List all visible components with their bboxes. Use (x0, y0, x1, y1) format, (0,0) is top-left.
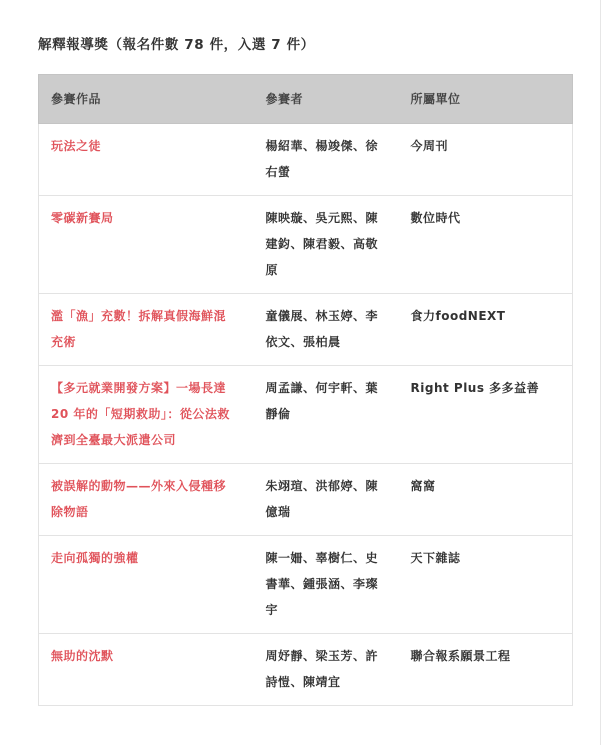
work-title: 被誤解的動物——外來入侵種移除物語 (39, 464, 254, 536)
table-header (39, 75, 573, 124)
work-title: 【多元就業開發方案】一場長達 20 年的「短期救助」：從公法救濟到全臺最大派遣公司 (39, 366, 254, 464)
table-row (39, 196, 573, 294)
participants: 陳映璇、吳元熙、陳建鈞、陳君毅、高敬原 (254, 196, 399, 294)
section-heading: 解釋報導獎（報名件數 78 件，入選 7 件） (38, 37, 315, 53)
work-title: 零碳新賽局 (39, 196, 254, 294)
participants: 楊紹華、楊竣傑、徐右螢 (254, 124, 399, 196)
participants: 陳一姍、辜樹仁、史書華、鍾張涵、李璨宇 (254, 536, 399, 634)
work-title: 濫「漁」充數！拆解真假海鮮混充術 (39, 294, 254, 366)
table-row (39, 464, 573, 536)
work-title: 玩法之徒 (39, 124, 254, 196)
table-body (39, 124, 573, 706)
table-row (39, 124, 573, 196)
affiliation: 食力foodNEXT (399, 294, 573, 366)
participants: 周妤靜、梁玉芳、許詩愷、陳靖宜 (254, 634, 399, 706)
affiliation: 聯合報系願景工程 (399, 634, 573, 706)
header-work: 參賽作品 (39, 75, 254, 124)
header-members: 參賽者 (254, 75, 399, 124)
header-unit: 所屬單位 (399, 75, 573, 124)
affiliation: 數位時代 (399, 196, 573, 294)
affiliation: 窩窩 (399, 464, 573, 536)
work-title: 無助的沈默 (39, 634, 254, 706)
affiliation: Right Plus 多多益善 (399, 366, 573, 464)
page-edge-divider (600, 0, 601, 745)
participants: 童儀展、林玉婷、李依文、張柏晨 (254, 294, 399, 366)
table-row (39, 634, 573, 706)
participants: 朱翊瑄、洪郁婷、陳億瑞 (254, 464, 399, 536)
table-row (39, 536, 573, 634)
awards-table (38, 74, 573, 706)
work-title: 走向孤獨的強權 (39, 536, 254, 634)
affiliation: 今周刊 (399, 124, 573, 196)
table-row (39, 294, 573, 366)
table-row (39, 366, 573, 464)
participants: 周孟謙、何宇軒、葉靜倫 (254, 366, 399, 464)
affiliation: 天下雜誌 (399, 536, 573, 634)
header-row (39, 75, 573, 124)
